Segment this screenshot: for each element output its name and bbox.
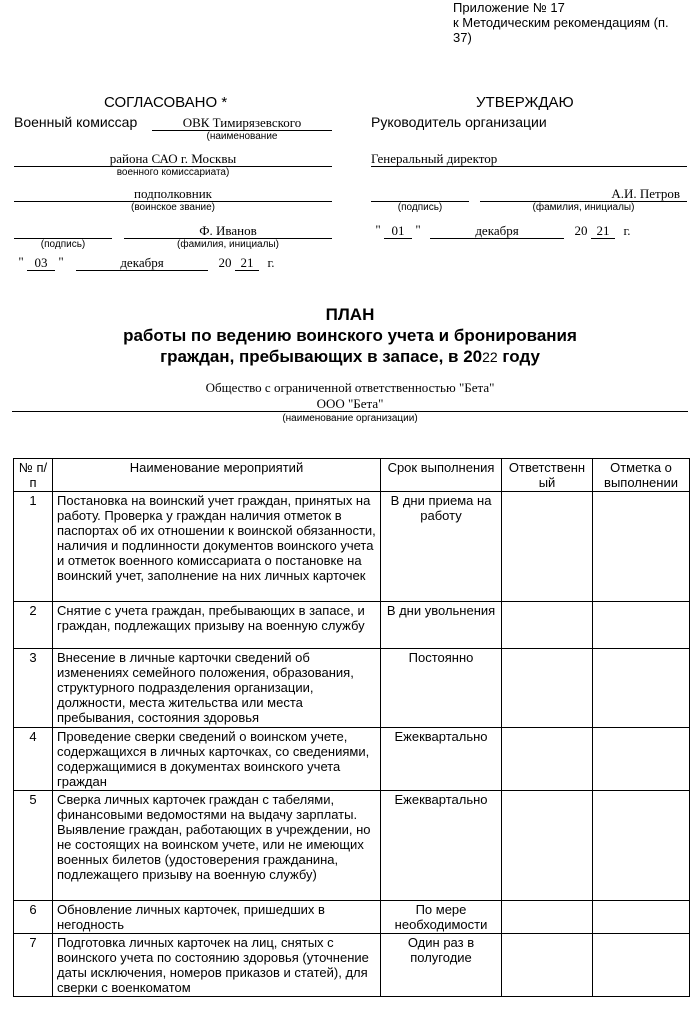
commissar-date-day: 03 — [34, 255, 48, 270]
row-name: Внесение в личные карточки сведений об изменениях семейного положения, образования, структурного подразделения организации, должности, места жительства или места пребывания, состояния здоровья — [53, 649, 381, 728]
row-responsible — [502, 901, 593, 934]
head-signature-caption: (подпись) — [397, 202, 443, 213]
row-name: Обновление личных карточек, пришедших в негодность — [53, 901, 381, 934]
row-mark — [593, 901, 690, 934]
row-mark — [593, 649, 690, 728]
table-row — [14, 934, 690, 997]
commissar-name-field: Ф. Иванов — [199, 223, 257, 238]
head-date-year: 21 — [596, 223, 610, 238]
row-name: Сверка личных карточек граждан с табелями, финансовыми ведомостями на выдачу зарплаты. Выявление граждан, работающих в учреждении, но не состоящих на воинском учете, или не имеющих военных билетов (удостоверения гражданина, подлежащего призыву на военную службу) — [53, 791, 381, 901]
commissar-name-caption: (фамилия, инициалы) — [177, 239, 279, 250]
plan-title-line-3: граждан, пребывающих в запасе, в 2022 году — [160, 347, 540, 366]
commissar-date-year: 21 — [240, 255, 254, 270]
row-name: Снятие с учета граждан, пребывающих в запасе, и граждан, подлежащих призыву на военную службу — [53, 602, 381, 649]
row-term: Постоянно — [381, 649, 502, 728]
row-responsible — [502, 492, 593, 602]
head-position-field: Генеральный директор — [371, 151, 498, 166]
row-mark — [593, 492, 690, 602]
row-num: 4 — [14, 728, 53, 791]
row-mark — [593, 602, 690, 649]
row-num: 3 — [14, 649, 53, 728]
row-term: По мере необходимости — [381, 901, 502, 934]
table-header-row — [14, 459, 690, 492]
row-name: Проведение сверки сведений о воинском учете, содержащихся в личных карточках, со сведениями, содержащимися в документах воинского учета граждан — [53, 728, 381, 791]
row-term: В дни приема на работу — [381, 492, 502, 602]
table-row — [14, 728, 690, 791]
row-num: 1 — [14, 492, 53, 602]
head-date-month: декабря — [475, 223, 519, 238]
agreed-heading: СОГЛАСОВАНО * — [104, 94, 228, 111]
row-responsible — [502, 728, 593, 791]
row-num: 5 — [14, 791, 53, 901]
row-term: В дни увольнения — [381, 602, 502, 649]
plan-title-line-1: ПЛАН — [325, 305, 375, 324]
header-term: Срок выполнения — [381, 459, 502, 492]
row-num: 6 — [14, 901, 53, 934]
table-row — [14, 791, 690, 901]
header-responsible: Ответственный — [502, 459, 593, 492]
appendix-line-3: 37) — [453, 30, 472, 45]
row-mark — [593, 791, 690, 901]
organization-underline — [12, 411, 688, 412]
commissar-signature-caption: (подпись) — [40, 239, 86, 250]
table-row — [14, 649, 690, 728]
commissar-role: Военный комиссар — [14, 114, 138, 130]
commissar-date-month: декабря — [120, 255, 164, 270]
head-name-caption: (фамилия, инициалы) — [532, 202, 635, 213]
row-responsible — [502, 791, 593, 901]
plan-table — [13, 458, 690, 997]
row-name: Подготовка личных карточек на лиц, снятых с воинского учета по состоянию здоровья (уточнение даты исключения, номеров приказов и статей), для сверки с военкоматом — [53, 934, 381, 997]
row-responsible — [502, 602, 593, 649]
row-mark — [593, 728, 690, 791]
plan-year: 22 — [482, 349, 498, 365]
plan-title-line-2: работы по ведению воинского учета и бронирования — [123, 326, 577, 345]
appendix-line-1: Приложение № 17 — [453, 0, 565, 15]
head-role: Руководитель организации — [371, 114, 547, 130]
row-term: Ежеквартально — [381, 791, 502, 901]
organization-short-name: ООО "Бета" — [316, 396, 384, 411]
row-responsible — [502, 649, 593, 728]
header-num: № п/п — [14, 459, 53, 492]
row-num: 7 — [14, 934, 53, 997]
appendix-note — [453, 0, 698, 45]
row-term: Ежеквартально — [381, 728, 502, 791]
header-mark: Отметка о выполнении — [593, 459, 690, 492]
table-row — [14, 901, 690, 934]
commissariat-district-field: района САО г. Москвы — [109, 151, 237, 166]
table-row — [14, 602, 690, 649]
appendix-line-2: к Методическим рекомендациям (п. — [453, 15, 669, 30]
row-mark — [593, 934, 690, 997]
military-rank-caption: (воинское звание) — [131, 202, 215, 213]
plan-title — [0, 304, 700, 368]
table-row — [14, 492, 690, 602]
head-date-day: 01 — [391, 223, 405, 238]
organization-full-name: Общество с ограниченной ответственностью "Бета" — [205, 380, 495, 395]
row-term: Один раз в полугодие — [381, 934, 502, 997]
commissariat-district-caption: военного комиссариата) — [116, 167, 230, 178]
row-name: Постановка на воинский учет граждан, принятых на работу. Проверка у граждан наличия отметок в паспортах об их отношении к воинской обязанности, наличия и подлинности документов воинского учета и отметок военного комиссариата о постановке на воинский учет, заполнение на них личных карточек — [53, 492, 381, 602]
head-name-field: А.И. Петров — [611, 186, 680, 201]
commissariat-name-field: ОВК Тимирязевского — [182, 115, 302, 130]
military-rank-field: подполковник — [134, 186, 212, 201]
header-name: Наименование мероприятий — [53, 459, 381, 492]
row-responsible — [502, 934, 593, 997]
row-num: 2 — [14, 602, 53, 649]
approve-heading: УТВЕРЖДАЮ — [476, 94, 574, 111]
organization-caption: (наименование организации) — [282, 413, 418, 424]
commissariat-name-caption: (наименование — [206, 131, 278, 142]
